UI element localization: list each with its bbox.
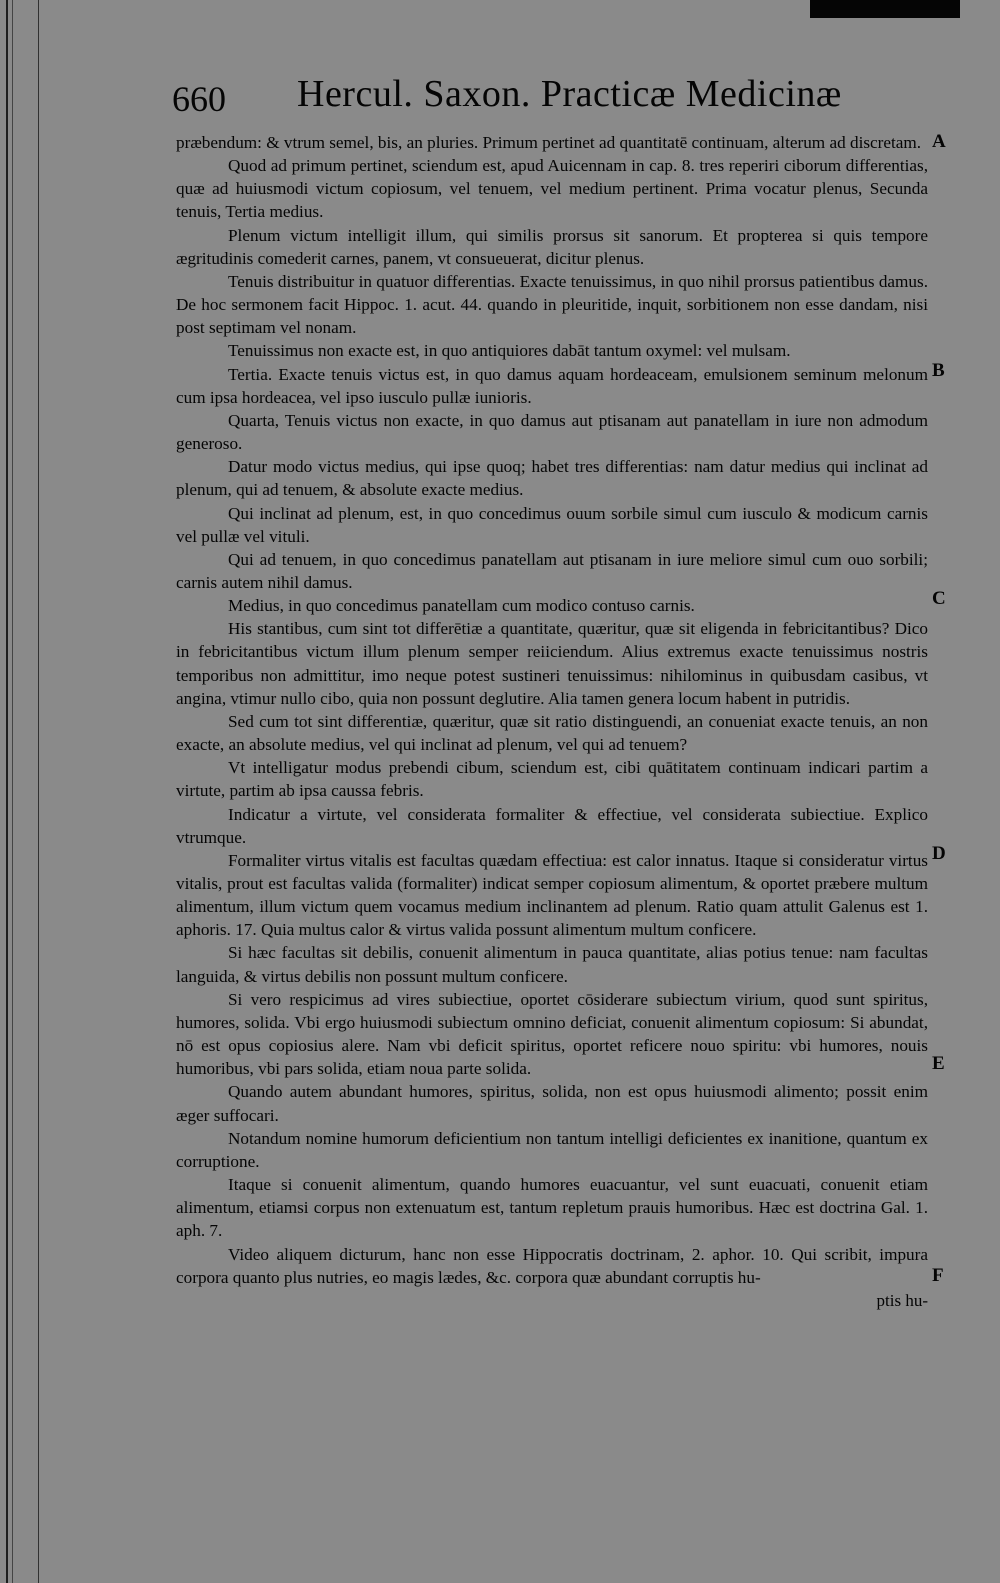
paragraph: Si vero respicimus ad vires subiectiue, oportet cōsiderare subiectum virium, quod sunt spiritus, humores, solida. Vbi ergo huiusmodi subiectum omnino deficiat, conuenit alimentum copiosum: Si abundat, nō est opus copiosius alere. Nam vbi deficit spiritus, oportet reficere nouo spiritu: vbi humores, nouis humoribus, vbi pars solida, etiam noua parte solida. (176, 989, 928, 1079)
paragraph: Quarta, Tenuis victus non exacte, in quo damus aut ptisanam aut panatellam in iure non admodum generoso. (176, 410, 928, 454)
body-text (176, 131, 928, 1312)
binding-edge (38, 0, 39, 1583)
paragraph: Quod ad primum pertinet, sciendum est, apud Auicennam in cap. 8. tres reperiri ciborum differentias, quæ ad huiusmodi victum copiosum, vel tenuem, vel medium pertinent. Prima vocatur plenus, Secunda tenuis, Tertia medius. (176, 156, 928, 222)
margin-letter-e: E (932, 1053, 945, 1074)
paragraph: Video aliquem dicturum, hanc non esse Hippocratis doctrinam, 2. aphor. 10. Qui scribit, impura corpora quanto plus nutries, eo magis lædes, &c. corpora quæ abundant corruptis hu- (176, 1244, 928, 1287)
paragraph: Sed cum tot sint differentiæ, quæritur, quæ sit ratio distinguendi, an conueniat exacte tenuis, an non exacte, an absolute medius, vel qui inclinat ad plenum, vel qui ad tenuem? (176, 711, 928, 755)
margin-letter-c: C (932, 588, 946, 609)
paragraph: Quando autem abundant humores, spiritus, solida, non est opus huiusmodi alimento; possit enim æger suffocari. (176, 1082, 928, 1125)
running-title: Hercul. Saxon. Practicæ Medicinæ (297, 73, 842, 115)
paragraph: Qui ad tenuem, in quo concedimus panatellam aut ptisanam in iure meliore simul cum ouo sorbili; carnis autem nihil damus. (176, 549, 928, 592)
paragraph: Formaliter virtus vitalis est facultas quædam effectiua: est calor innatus. Itaque si consideratur virtus vitalis, prout est facultas valida (formaliter) indicat semper copiosum alimentum, & oportet præbere multum alimentum, illum victum quem vocamus medium inclinantem ad plenum. Ratio quam attulit Galenus est 1. aphoris. 17. Quia multus calor & virtus valida possunt alimentum multum conficere. (176, 850, 928, 940)
page-number: 660 (172, 79, 226, 119)
paragraph: Datur modo victus medius, qui ipse quoq; habet tres differentias: nam datur medius qui inclinat ad plenum, qui ad tenuem, & absolute exacte medius. (176, 457, 928, 500)
margin-letter-f: F (932, 1265, 944, 1286)
paragraph: Plenum victum intelligit illum, qui similis prorsus sit sanorum. Et propterea si quis tempore ægritudinis comederit carnes, panem, vt consueuerat, dicitur plenus. (176, 225, 928, 268)
binding-edge (12, 0, 13, 1583)
paragraph: Medius, in quo concedimus panatellam cum modico contuso carnis. (228, 596, 695, 616)
paragraph: Indicatur a virtute, vel considerata formaliter & effectiue, vel considerata subiectiue. Explico vtrumque. (176, 804, 928, 847)
margin-letter-d: D (932, 843, 946, 864)
paragraph: His stantibus, cum sint tot differētiæ a quantitate, quæritur, quæ sit eligenda in febricitantibus? Dico in febricitantibus victum illum plenum semper reiiciendum. Alius extremus exacte tenuissimus nostris temporibus non admittitur, imo neque potest sustineri tenuissimus: nihilominus in quibusdam casibus, vt angina, vtimur nullo cibo, quia non possunt deglutire. Alia tamen genera locum habent in putridis. (176, 619, 928, 708)
margin-letter-a: A (932, 131, 946, 152)
paragraph: Itaque si conuenit alimentum, quando humores euacuantur, vel sunt euacuati, conuenit etiam alimentum, etiamsi corpus non extenuatum est, tantum repletum prauis humoribus. Hæc est doctrina Gal. 1. aph. 7. (176, 1175, 928, 1241)
paragraph: Si hæc facultas sit debilis, conuenit alimentum in pauca quantitate, alias potius tenue: nam facultas languida, & virtus debilis non possunt multum conficere. (176, 943, 928, 986)
paragraph: Notandum nomine humorum deficientium non tantum intelligi deficientes ex inanitione, quantum ex corruptione. (176, 1128, 928, 1171)
paragraph: præbendum: & vtrum semel, bis, an pluries. Primum pertinet ad quantitatē continuam, alterum ad discretam. (176, 133, 922, 152)
paragraph: Vt intelligatur modus prebendi cibum, sciendum est, cibi quātitatem continuam indicari partim a virtute, partim ab ipsa caussa febris. (176, 758, 928, 801)
page-header (172, 72, 952, 122)
binding-edge (6, 0, 8, 1583)
paragraph: Tenuissimus non exacte est, in quo antiquiores dabāt tantum oxymel: vel mulsam. (228, 341, 791, 361)
catchword: ptis hu- (876, 1290, 928, 1310)
margin-letter-b: B (932, 360, 945, 381)
paragraph: Tenuis distribuitur in quatuor differentias. Exacte tenuissimus, in quo nihil prorsus patientibus damus. De hoc sermonem facit Hippoc. 1. acut. 44. quando in pleuritide, inquit, sorbitionem non esse dandam, nisi post septimam vel nonam. (176, 271, 928, 338)
paragraph: Qui inclinat ad plenum, est, in quo concedimus ouum sorbile simul cum iusculo & modicum carnis vel pullæ vel vituli. (176, 503, 928, 546)
scan-dark-band (810, 0, 960, 18)
paragraph: Tertia. Exacte tenuis victus est, in quo damus aquam hordeaceam, emulsionem seminum melonum cum ipsa hordeacea, vel ipso iusculo pullæ iunioris. (176, 364, 928, 407)
